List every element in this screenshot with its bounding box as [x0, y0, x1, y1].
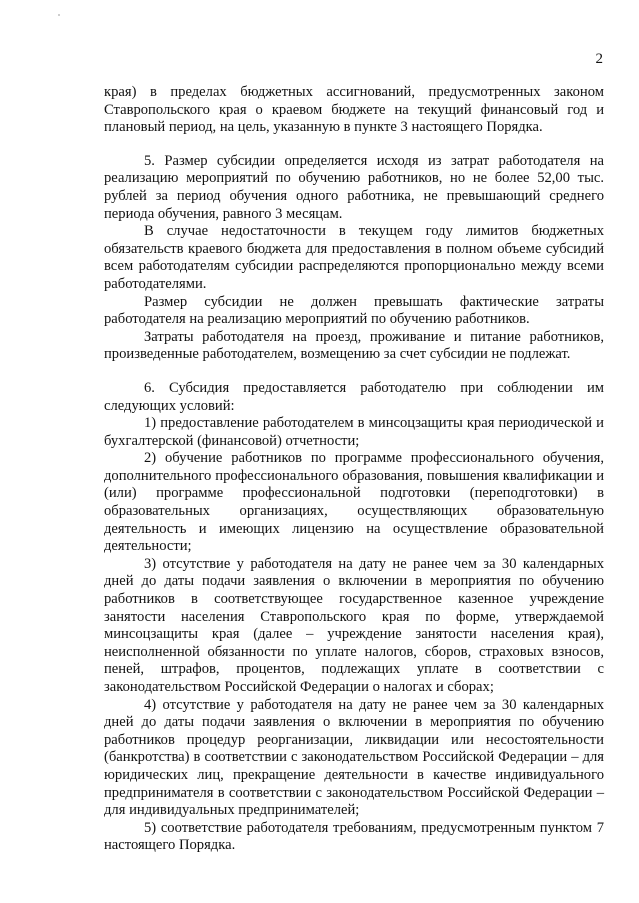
- paragraph-budget-limits: В случае недостаточности в текущем году лимитов бюджетных обязательств краевого бюджета для предоставления в полном объеме субсидий всем работодателям субсидии распределяются пропорционально между всеми работодателями.: [104, 223, 604, 292]
- paragraph-continuation: края) в пределах бюджетных ассигнований, предусмотренных законом Ставропольского края о краевом бюджете на текущий финансовый год и плановый период, на цель, указанную в пункте 3 настоящего Порядка.: [104, 84, 604, 136]
- condition-1: 1) предоставление работодателем в минсоцзащиты края периодической и бухгалтерской (финансовой) отчетности;: [104, 415, 604, 449]
- page-number: 2: [595, 51, 603, 67]
- condition-2: 2) обучение работников по программе профессионального обучения, дополнительного профессионального образования, повышения квалификации и (или) программе профессиональной подготовки (переподготовки) в образовательных организациях, осуществляющих образовательную деятельность и имеющих лицензию на осуществление образовательной деятельности;: [104, 450, 604, 555]
- condition-5: 5) соответствие работодателя требованиям, предусмотренным пунктом 7 настоящего Порядка.: [104, 819, 604, 854]
- paragraph-subsidy-limit: Размер субсидии не должен превышать фактические затраты работодателя на реализацию мероприятий по обучению работников.: [104, 293, 604, 328]
- paragraph-item-5: 5. Размер субсидии определяется исходя из затрат работодателя на реализацию мероприятий по обучению работников, но не более 52,00 тыс. рублей за период обучения одного работника, не превышающий среднего периода обучения, равного 3 месяцам.: [104, 152, 604, 222]
- paragraph-item-6: 6. Субсидия предоставляется работодателю при соблюдении им следующих условий:: [104, 379, 604, 414]
- paragraph-excluded-costs: Затраты работодателя на проезд, проживание и питание работников, произведенные работодателем, возмещению за счет субсидии не подлежат.: [104, 328, 604, 363]
- document-body: [104, 84, 604, 855]
- condition-4: 4) отсутствие у работодателя на дату не ранее чем за 30 календарных дней до даты подачи заявления о включении в мероприятия по обучению работников процедур реорганизации, ликвидации или несостоятельности (банкротства) в соответствии с законодательством Российской Федерации – для юридических лиц, прекращение деятельности в качестве индивидуального предпринимателя в соответствии с законодательством Российской Федерации – для индивидуальных предпринимателей;: [104, 696, 604, 819]
- scan-speck: [58, 14, 60, 16]
- condition-3: 3) отсутствие у работодателя на дату не ранее чем за 30 календарных дней до даты подачи заявления о включении в мероприятия по обучению работников в соответствующее государственное казенное учреждение занятости населения Ставропольского края по форме, утверждаемой минсоцзащиты края (далее – учреждение занятости населения края), неисполненной обязанности по уплате налогов, сборов, страховых взносов, пеней, штрафов, процентов, подлежащих уплате в соответствии с законодательством Российской Федерации о налогах и сборах;: [104, 555, 604, 695]
